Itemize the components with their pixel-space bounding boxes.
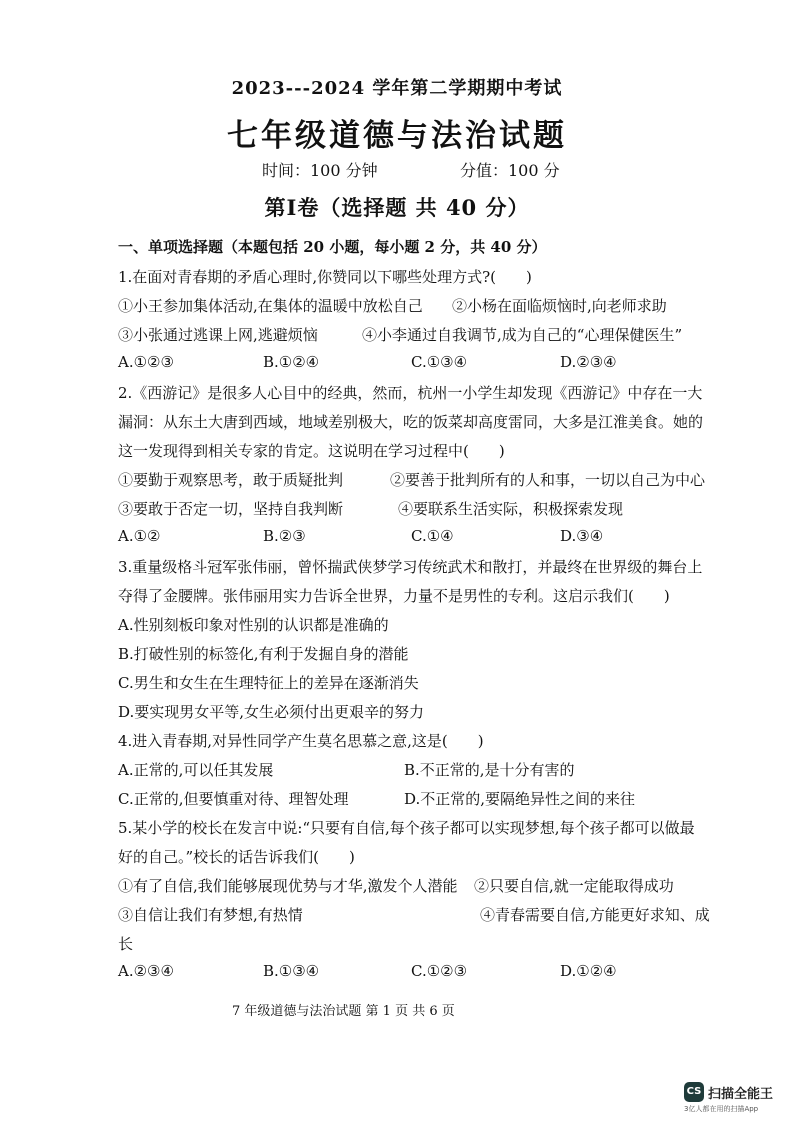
question-1-option-c: C.①③④ bbox=[411, 353, 468, 371]
section-title: 第Ⅰ卷（选择题 共 40 分） bbox=[264, 195, 530, 220]
question-3-option-a: A.性别刻板印象对性别的认识都是准确的 bbox=[118, 616, 389, 634]
question-5-statement-2: ②只要自信,就一定能取得成功 bbox=[474, 877, 674, 895]
question-1-statement-3: ③小张通过逃课上网,逃避烦恼 bbox=[118, 326, 318, 344]
question-5-statement-3: ③自信让我们有梦想,有热情 bbox=[118, 906, 303, 924]
question-2-option-d: D.③④ bbox=[560, 527, 604, 545]
question-5-option-a: A.②③④ bbox=[118, 962, 174, 980]
question-2-statement-1: ①要勤于观察思考，敢于质疑批判 bbox=[118, 471, 344, 489]
question-5-option-d: D.①②④ bbox=[560, 962, 617, 980]
question-1-stem: 1.在面对青春期的矛盾心理时,你赞同以下哪些处理方式?( ) bbox=[118, 268, 532, 286]
subject-title: 七年级道德与法治试题 bbox=[227, 118, 567, 154]
question-1-option-d: D.②③④ bbox=[560, 353, 617, 371]
part-heading: 一、单项选择题（本题包括 20 小题，每小题 2 分，共 40 分） bbox=[118, 238, 547, 256]
question-4-option-b: B.不正常的,是十分有害的 bbox=[404, 761, 575, 779]
question-2-stem-line-1: 2.《西游记》是很多人心目中的经典，然而，杭州一小学生却发现《西游记》中存在一大 bbox=[118, 384, 703, 402]
question-2-statement-4: ④要联系生活实际，积极探索发现 bbox=[398, 500, 624, 518]
question-5-stem-line-1: 5.某小学的校长在发言中说:“只要有自信,每个孩子都可以实现梦想,每个孩子都可以做最 bbox=[118, 819, 695, 837]
question-2-stem-line-2: 漏洞：从东土大唐到西域，地域差别极大，吃的饭菜却高度雷同，大多是江淮美食。她的 bbox=[118, 413, 704, 431]
camscanner-logo-icon: CS bbox=[684, 1082, 704, 1102]
page-footer: 7 年级道德与法治试题 第 1 页 共 6 页 bbox=[232, 1004, 455, 1019]
scanner-app-name: 扫描全能王 bbox=[708, 1087, 774, 1102]
question-5-stem-line-2: 好的自己。”校长的话告诉我们( ) bbox=[118, 848, 355, 866]
question-1-option-a: A.①②③ bbox=[118, 353, 174, 371]
scanner-watermark bbox=[684, 1082, 784, 1116]
question-2-stem-line-3: 这一发现得到相关专家的肯定。这说明在学习过程中( ) bbox=[118, 442, 505, 460]
exam-time: 时间：100 分钟 bbox=[262, 161, 378, 180]
question-4-option-a: A.正常的,可以任其发展 bbox=[118, 761, 274, 779]
question-2-option-c: C.①④ bbox=[411, 527, 454, 545]
question-1-option-b: B.①②④ bbox=[263, 353, 320, 371]
exam-score: 分值：100 分 bbox=[460, 161, 560, 180]
scanner-tagline: 3亿人都在用的扫描App bbox=[684, 1105, 759, 1113]
exam-title: 2023---2024 学年第二学期期中考试 bbox=[231, 78, 563, 99]
question-5-option-c: C.①②③ bbox=[411, 962, 468, 980]
question-1-statement-4: ④小李通过自我调节,成为自己的“心理保健医生” bbox=[362, 326, 683, 344]
question-2-statement-3: ③要敢于否定一切，坚持自我判断 bbox=[118, 500, 344, 518]
question-2-option-a: A.①② bbox=[118, 527, 161, 545]
question-5-option-b: B.①③④ bbox=[263, 962, 320, 980]
question-5-statement-4-wrap: 长 bbox=[118, 935, 134, 953]
question-1-statement-1: ①小王参加集体活动,在集体的温暖中放松自己 bbox=[118, 297, 423, 315]
question-5-statement-1: ①有了自信,我们能够展现优势与才华,激发个人潜能 bbox=[118, 877, 458, 895]
question-3-option-d: D.要实现男女平等,女生必须付出更艰辛的努力 bbox=[118, 703, 425, 721]
question-2-statement-2: ②要善于批判所有的人和事，一切以自己为中心 bbox=[390, 471, 706, 489]
question-3-stem-line-1: 3.重量级格斗冠军张伟丽，曾怀揣武侠梦学习传统武术和散打，并最终在世界级的舞台上 bbox=[118, 558, 703, 576]
question-4-stem: 4.进入青春期,对异性同学产生莫名思慕之意,这是( ) bbox=[118, 732, 484, 750]
question-2-option-b: B.②③ bbox=[263, 527, 306, 545]
question-4-option-d: D.不正常的,要隔绝异性之间的来往 bbox=[404, 790, 636, 808]
question-3-option-c: C.男生和女生在生理特征上的差异在逐渐消失 bbox=[118, 674, 419, 692]
question-5-statement-4: ④青春需要自信,方能更好求知、成 bbox=[480, 906, 710, 924]
question-3-stem-line-2: 夺得了金腰牌。张伟丽用实力告诉全世界，力量不是男性的专利。这启示我们( ) bbox=[118, 587, 670, 605]
question-4-option-c: C.正常的,但要慎重对待、理智处理 bbox=[118, 790, 349, 808]
question-3-option-b: B.打破性别的标签化,有利于发掘自身的潜能 bbox=[118, 645, 409, 663]
question-1-statement-2: ②小杨在面临烦恼时,向老师求助 bbox=[452, 297, 667, 315]
